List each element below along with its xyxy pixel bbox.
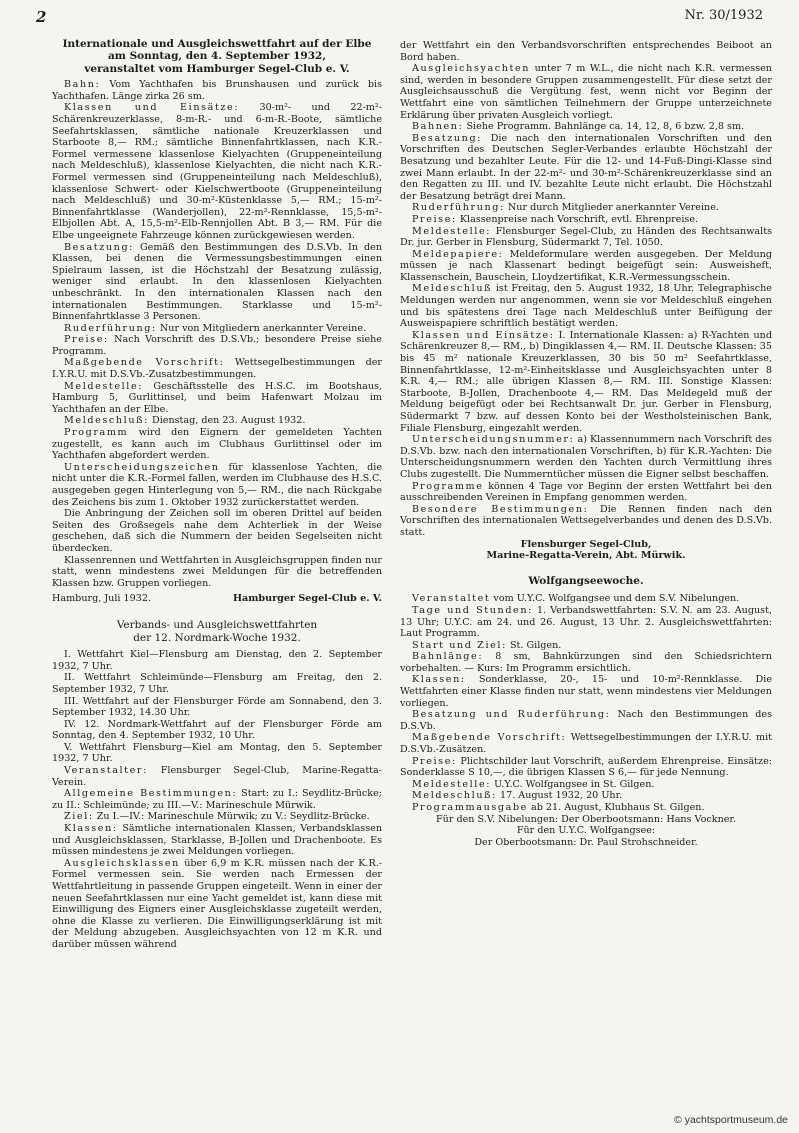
paragraph: [400, 226, 772, 249]
paragraph-text: IV. 12. Nordmark-Wettfahrt auf der Flensburger Förde am Sonntag, den 4. September 1932, 10 Uhr.: [52, 718, 382, 742]
elbe-heading-line: am Sonntag, den 4. September 1932,: [108, 50, 326, 63]
paragraph-text: für klassenlose Yachten, die nicht unter die K.R.-Formel fallen, werden im Clubhause des H.S.C. ausgegeben gegen Hinterlegung von 5,— RM., die nach Rückgabe des Zeichens bis zum 1. Oktober 1932 zurückerstattet werden.: [52, 461, 382, 508]
paragraph: [52, 357, 382, 380]
paragraph-text: Meldeformulare werden ausgegeben. Der Meldung müssen je nach Klassenart bedingt beigefügt sein: Ausweisheft, Klassenschein, Bauschein, Lloydzertifikat, K.R.-Vermessungsschein.: [400, 248, 772, 283]
paragraph-text: 8 sm, Bahnkürzungen sind den Schiedsrichtern vorbehalten. — Kurs: Im Programm ersichtlich.: [400, 651, 772, 674]
paragraph-text: ist Freitag, den 5. August 1932, 18 Uhr. Telegraphische Meldungen werden nur angenommen, wenn sie vor Meldeschluß eingehen und bis spätestens drei Tage nach Meldeschluß unter Beifügung der Ausweispapiere schriftlich bestätigt werden.: [400, 283, 772, 330]
paragraph-key: Meldeschluß:: [412, 790, 497, 802]
paragraph: [400, 121, 772, 133]
nordmark-heading-line: der 12. Nordmark-Woche 1932.: [133, 631, 301, 644]
paragraph: [52, 696, 382, 719]
nordmark-signer: Flensburger Segel-Club,: [520, 538, 652, 550]
paragraph-text: Siehe Programm. Bahnlänge ca. 14, 12, 8, 6 bzw. 2,8 sm.: [463, 121, 745, 133]
paragraph-key: Meldestelle:: [412, 225, 492, 237]
paragraph-key: Besatzung:: [412, 132, 483, 144]
paragraph-text: Nach den Bestimmungen des D.S.Vb.: [400, 709, 772, 732]
paragraph-text: Start: zu I.: Seydlitz-Brücke; zu II.: Schleimünde; zu III.—V.: Marineschule Mürwik.: [52, 788, 382, 811]
paragraph: [52, 719, 382, 742]
paragraph-text: 1. Verbandswettfahrten: S.V. N. am 23. August, 13 Uhr; U.Y.C. am 24. und 26. August, 13 Uhr. 2. Ausgleichswettfahrten: Laut Programm.: [400, 604, 772, 640]
paragraph-key: Meldeschluß: [412, 283, 493, 295]
paragraph-text: Klassenpreise nach Vorschrift, evtl. Ehrenpreise.: [456, 213, 699, 225]
paragraph-text: Sonderklasse, 20-, 15- und 10-m²-Rennklasse. Die Wettfahrten einer Klasse finden nur statt, wenn mindestens vier Meldungen vorliegen.: [400, 674, 772, 709]
nordmark-heading-line: Verbands- und Ausgleichswettfahrten: [116, 618, 318, 631]
paragraph: [400, 249, 772, 284]
paragraph-text: 17. August 1932, 20 Uhr.: [496, 790, 623, 802]
closing-line: Der Oberbootsmann: Dr. Paul Strohschneider.: [474, 836, 698, 848]
paragraph-text: über 6,9 m K.R. müssen nach der K.R.-Formel vermessen sein. Sie werden nach Ermessen der Wettfahrtleitung in passende Gruppen eingeteilt. Wenn in einer der neuen Seefahrtklassen nur eine Yacht gemeldet ist, kann diese mit Einwilligung des Eigners einer Ausgleichsklasse zugeteilt werden, ohne die Klasse zu verlieren. Die Einwilligungserklärung ist mit der Meldung abzugeben. Ausgleichsyachten von 12 m K.R. und darüber müssen während: [52, 857, 382, 950]
paragraph-text: St. Gilgen.: [506, 639, 562, 651]
paragraph-key: Preise:: [412, 755, 457, 767]
elbe-signature: [52, 593, 382, 605]
paragraph: [400, 674, 772, 709]
paragraph-key: Klassen und Einsätze:: [412, 329, 555, 341]
elbe-heading-line: veranstaltet vom Hamburger Segel-Club e. V.: [84, 62, 350, 75]
paragraph: [52, 334, 382, 357]
paragraph-key: Programm: [64, 427, 129, 439]
paragraph: [52, 323, 382, 335]
elbe-section: [52, 79, 382, 589]
paragraph-text: Zu I.—IV.: Marineschule Mürwik; zu V.: Seydlitz-Brücke.: [93, 811, 370, 823]
paragraph-text: I. Wettfahrt Kiel—Flensburg am Dienstag, den 2. September 1932, 7 Uhr.: [52, 649, 382, 672]
paragraph: [400, 214, 772, 226]
paragraph-key: Start und Ziel:: [412, 639, 507, 651]
paragraph-key: Veranstalter:: [64, 765, 148, 777]
elbe-heading: [52, 38, 382, 75]
paragraph-key: Meldestelle:: [64, 380, 144, 392]
paragraph-key: Maßgebende Vorschrift:: [64, 357, 225, 369]
paragraph: [52, 415, 382, 427]
paragraph: [52, 823, 382, 858]
wolfgangsee-section: [400, 593, 772, 813]
paragraph-text: der Wettfahrt ein den Verbandsvorschriften entsprechendes Beiboot an Bord haben.: [400, 40, 772, 63]
issue-number: Nr. 30/1932: [684, 8, 763, 23]
closing-line: Für den S.V. Nibelungen: Der Oberbootsmann: Hans Vockner.: [435, 813, 737, 825]
paragraph-text: Nur durch Mitglieder anerkannter Vereine.: [504, 202, 719, 214]
watermark: © yachtsportmuseum.de: [671, 1113, 791, 1127]
paragraph: [400, 283, 772, 329]
paragraph-key: Programmausgabe: [412, 802, 528, 813]
nordmark-heading: [52, 619, 382, 644]
paragraph: [52, 765, 382, 788]
paragraph-text: können 4 Tage vor Beginn der ersten Wettfahrt bei den ausschreibenden Vereinen in Empfang genommen werden.: [400, 480, 772, 504]
paragraph: [400, 732, 772, 755]
paragraph: [52, 508, 382, 554]
paragraph: [52, 672, 382, 695]
left-column: [52, 38, 382, 951]
paragraph-key: Meldestelle:: [412, 778, 492, 790]
paragraph: [400, 790, 772, 802]
paragraph-key: Programme: [412, 480, 484, 492]
paragraph-key: Klassen:: [412, 674, 466, 686]
paragraph-text: V. Wettfahrt Flensburg—Kiel am Montag, den 5. September 1932, 7 Uhr.: [52, 741, 382, 765]
paragraph-text: Gemäß den Bestimmungen des D.S.Vb. In den Klassen, bei denen die Vermessungsbestimmungen einen Spielraum lassen, ist die Höchstzahl der Besatzung zulässig, weniger sind erlaubt. In den klassenlosen Kielyachten unbeschränkt. In den internationalen Klassen nach den internationalen Bestimmungen. Starklasse und 15-m²-Binnenfahrtklasse 3 Personen.: [52, 241, 382, 323]
paragraph-text: Flensburger Segel-Club, Marine-Regatta-Verein.: [52, 765, 382, 788]
wolfgangsee-heading: Wolfgangseewoche.: [528, 574, 644, 587]
nordmark-signer: Marine-Regatta-Verein, Abt. Mürwik.: [486, 550, 686, 562]
paragraph-key: Preise:: [64, 334, 109, 346]
paragraph-key: Unterscheidungsnummer:: [412, 434, 575, 446]
paragraph: [52, 462, 382, 508]
paragraph-text: Nach Vorschrift des D.S.Vb.; besondere Preise siehe Programm.: [52, 334, 382, 357]
paragraph: [52, 742, 382, 765]
paragraph: [52, 427, 382, 462]
paragraph-key: Besatzung und Ruderführung:: [412, 709, 611, 721]
paragraph: [52, 102, 382, 241]
paragraph: [400, 133, 772, 203]
paragraph: [52, 555, 382, 590]
paragraph-key: Klassen und Einsätze:: [64, 102, 240, 114]
paragraph: [400, 640, 772, 652]
paragraph: [400, 779, 772, 791]
paragraph: [400, 593, 772, 605]
paragraph-text: ab 21. August, Klubhaus St. Gilgen.: [527, 802, 705, 813]
paragraph: [52, 649, 382, 672]
paragraph: [400, 605, 772, 640]
paragraph: [400, 63, 772, 121]
nordmark-continued: [400, 40, 772, 539]
paragraph-text: Dienstag, den 23. August 1932.: [148, 415, 306, 427]
closing-line: Für den U.Y.C. Wolfgangsee:: [516, 825, 656, 837]
paragraph: [400, 709, 772, 732]
paragraph: [400, 434, 772, 480]
paragraph: [400, 756, 772, 779]
paragraph-key: Maßgebende Vorschrift:: [412, 732, 567, 744]
paragraph-key: Meldepapiere:: [412, 248, 504, 260]
paragraph: [52, 242, 382, 323]
paragraph-text: Die Rennen finden nach den Vorschriften des internationalen Wettsegelverbandes und denen des D.S.Vb. statt.: [400, 503, 772, 538]
paragraph: [400, 802, 772, 814]
nordmark-section: [52, 649, 382, 950]
paragraph: [400, 504, 772, 539]
paragraph: [400, 481, 772, 504]
paragraph-text: Die nach den internationalen Vorschriften und den Vorschriften des Deutschen Segler-Verbandes erlaubte Höchstzahl der Besatzung und bezahlter Leute. Für die 12- und 14-Fuß-Dingi-Klasse sind zwei Mann erlaubt. In der 22-m²- und 30-m²-Schärenkreuzerklasse sind an den Regatten zu III. und IV. bezahlte Leute nicht erlaubt. Die Höchstzahl der Besatzung beträgt drei Mann.: [400, 132, 772, 202]
paragraph-text: III. Wettfahrt auf der Flensburger Förde am Sonnabend, den 3. September 1932, 14.30 Uhr.: [52, 695, 382, 719]
paragraph-key: Tage und Stunden:: [412, 604, 533, 616]
paragraph-key: Ausgleichsklassen: [64, 857, 180, 869]
paragraph-text: Wettsegelbestimmungen der I.Y.R.U. mit D.S.Vb.-Zusatzbestimmungen.: [52, 357, 382, 381]
paragraph: [52, 811, 382, 823]
signature-club: Hamburger Segel-Club e. V.: [232, 593, 382, 605]
signature-place: Hamburg, Juli 1932.: [52, 593, 152, 605]
paragraph-key: Klassen:: [64, 823, 118, 835]
paragraph-key: Meldeschluß:: [64, 415, 149, 427]
paragraph-key: Ruderführung:: [412, 202, 505, 214]
paragraph-key: Ziel:: [64, 811, 94, 823]
paragraph-key: Bahn:: [64, 79, 101, 91]
paragraph: [400, 202, 772, 214]
paragraph: [52, 858, 382, 951]
paragraph-key: Ruderführung:: [64, 322, 157, 334]
paragraph-key: Preise:: [412, 213, 457, 225]
paragraph: [400, 330, 772, 434]
paragraph-key: Bahnlänge:: [412, 651, 484, 663]
paragraph-text: Wettsegelbestimmungen der I.Y.R.U. mit D.S.Vb.-Zusätzen.: [400, 732, 773, 756]
paragraph-text: unter 7 m W.L., die nicht nach K.R. vermessen sind, werden in besondere Gruppen zusammengestellt. Für diese setzt der Ausgleichsausschuß die Vergütung fest, wenn nicht vor Beginn der Wettfahrt eine von sämtlichen Teilnehmern der Gruppe unterzeichnete Erklärung über privaten Ausgleich vorliegt.: [400, 63, 772, 121]
paragraph-text: II. Wettfahrt Schleimünde—Flensburg am Freitag, den 2. September 1932, 7 Uhr.: [52, 672, 382, 695]
paragraph-text: Nur von Mitgliedern anerkannter Vereine.: [156, 322, 367, 334]
paragraph-text: Vom Yachthafen bis Brunshausen und zurück bis Yachthafen. Länge zirka 26 sm.: [52, 79, 382, 102]
paragraph-text: Klassenrennen und Wettfahrten in Ausgleichsgruppen finden nur statt, wenn mindestens zwei Meldungen für die betreffenden Klassen bzw. Gruppen vorliegen.: [52, 554, 382, 589]
paragraph: [52, 79, 382, 102]
paragraph-text: Flensburger Segel-Club, zu Händen des Rechtsanwalts Dr. jur. Gerber in Flensburg, Südermarkt 7, Tel. 1050.: [400, 225, 772, 249]
paragraph: [52, 381, 382, 416]
paragraph-key: Veranstaltet: [412, 593, 491, 605]
paragraph: [400, 651, 772, 674]
paragraph-text: wird den Eignern der gemeldeten Yachten zugestellt, es kann auch im Clubhaus Gurlittinsel oder im Yachthafen abgefordert werden.: [52, 427, 382, 462]
page-number: 2: [36, 8, 47, 26]
paragraph-text: U.Y.C. Wolfgangsee in St. Gilgen.: [491, 778, 655, 790]
elbe-heading-line: Internationale und Ausgleichswettfahrt auf der Elbe: [62, 38, 372, 50]
paragraph-key: Ausgleichsyachten: [412, 63, 531, 75]
right-column: [400, 40, 772, 848]
paragraph-text: Die Anbringung der Zeichen soll im oberen Drittel auf beiden Seiten des Großsegels nahe dem Achterliek in der Weise geschehen, daß sich die Nummern der beiden Segelseiten nicht überdecken.: [52, 508, 382, 554]
paragraph-text: Plichtschilder laut Vorschrift, außerdem Ehrenpreise. Einsätze: Sonderklasse S 10,—, die übrigen Klassen S 6,— für jede Nennung.: [400, 755, 772, 779]
paragraph-key: Allgemeine Bestimmungen:: [64, 788, 238, 800]
paragraph-text: Sämtliche internationalen Klassen, Verbandsklassen und Ausgleichsklassen, Starklasse, B-Jollen und Drachenboote. Es müssen mindestens je zwei Meldungen vorliegen.: [52, 823, 382, 858]
paragraph-key: Besatzung:: [64, 241, 135, 253]
paragraph-text: a) Klassennummern nach Vorschrift des D.S.Vb. bzw. nach den internationalen Vorschriften, b) für K.R.-Yachten: Die Unterscheidungsnummern werden den Yachten durch Vermittlung ihres Clubs zugestellt. Die Nummerntücher müssen die Eigner selbst beschaffen.: [400, 434, 772, 480]
paragraph-key: Besondere Bestimmungen:: [412, 503, 589, 515]
paragraph-key: Bahnen:: [412, 121, 464, 133]
paragraph-text: I. Internationale Klassen: a) R-Yachten und Schärenkreuzer 8,— RM., b) Dingiklassen 4,— RM. II. Deutsche Klassen: 35 bis 45 m² nationale Kreuzerklassen, 30 bis 50 m² Seefahrtklasse, Binnenfahrtklasse, 12-m²-Einheitsklasse und Ausgleichsyachten unter 8 K.R. 4,— RM.; alle übrigen Klassen 8,— RM. III. Sonstige Klassen: Starboote, B-Jollen, Drachenboote 4,— RM. Das Meldegeld muß der Meldung beigefügt oder bei Rechtsanwalt Dr. jur. Gerber in Flensburg, Südermarkt 7 bzw. auf dessen Konto bei der Westholsteinischen Bank, Filiale Flensburg, eingezahlt werden.: [400, 329, 772, 434]
paragraph-text: vom U.Y.C. Wolfgangsee und dem S.V. Nibelungen.: [490, 593, 740, 605]
paragraph-text: Geschäftsstelle des H.S.C. im Bootshaus, Hamburg 5, Gurlittinsel, und beim Hafenwart Molzau im Yachthafen an der Elbe.: [52, 380, 382, 415]
paragraph-text: 30-m²- und 22-m²-Schärenkreuzerklasse, 8-m-R.- und 6-m-R.-Boote, sämtliche Seefahrtsklassen, sämtliche nationale Kreuzerklassen und Starboote 8,— RM.; sämtliche Binnenfahrtklassen, nach K.R.-Formel vermessene klassenlose Kielyachten (Gruppeneinteilung nach Meldeschluß), klassenlose Kielyachten, die nicht nach K.R.-Formel vermessen sind (Gruppeneinteilung nach Meldeschluß), klassenlose Schwert- oder Kielschwertboote (Gruppeneinteilung nach Meldeschluß) und 30-m²-Küstenklasse 5,— RM.; 15-m²-Binnenfahrtklasse (Wanderjollen), 22-m²-Rennklasse, 15,5-m²-Elbjollen Abt. A, 15,5-m²-Elb-Rennjollen Abt. B 3,— RM. Für die Elbe ungeeignete Fahrzeuge können zurückgewiesen werden.: [52, 102, 382, 241]
paragraph-key: Unterscheidungszeichen: [64, 461, 220, 473]
paragraph: [52, 788, 382, 811]
paragraph: [400, 40, 772, 63]
